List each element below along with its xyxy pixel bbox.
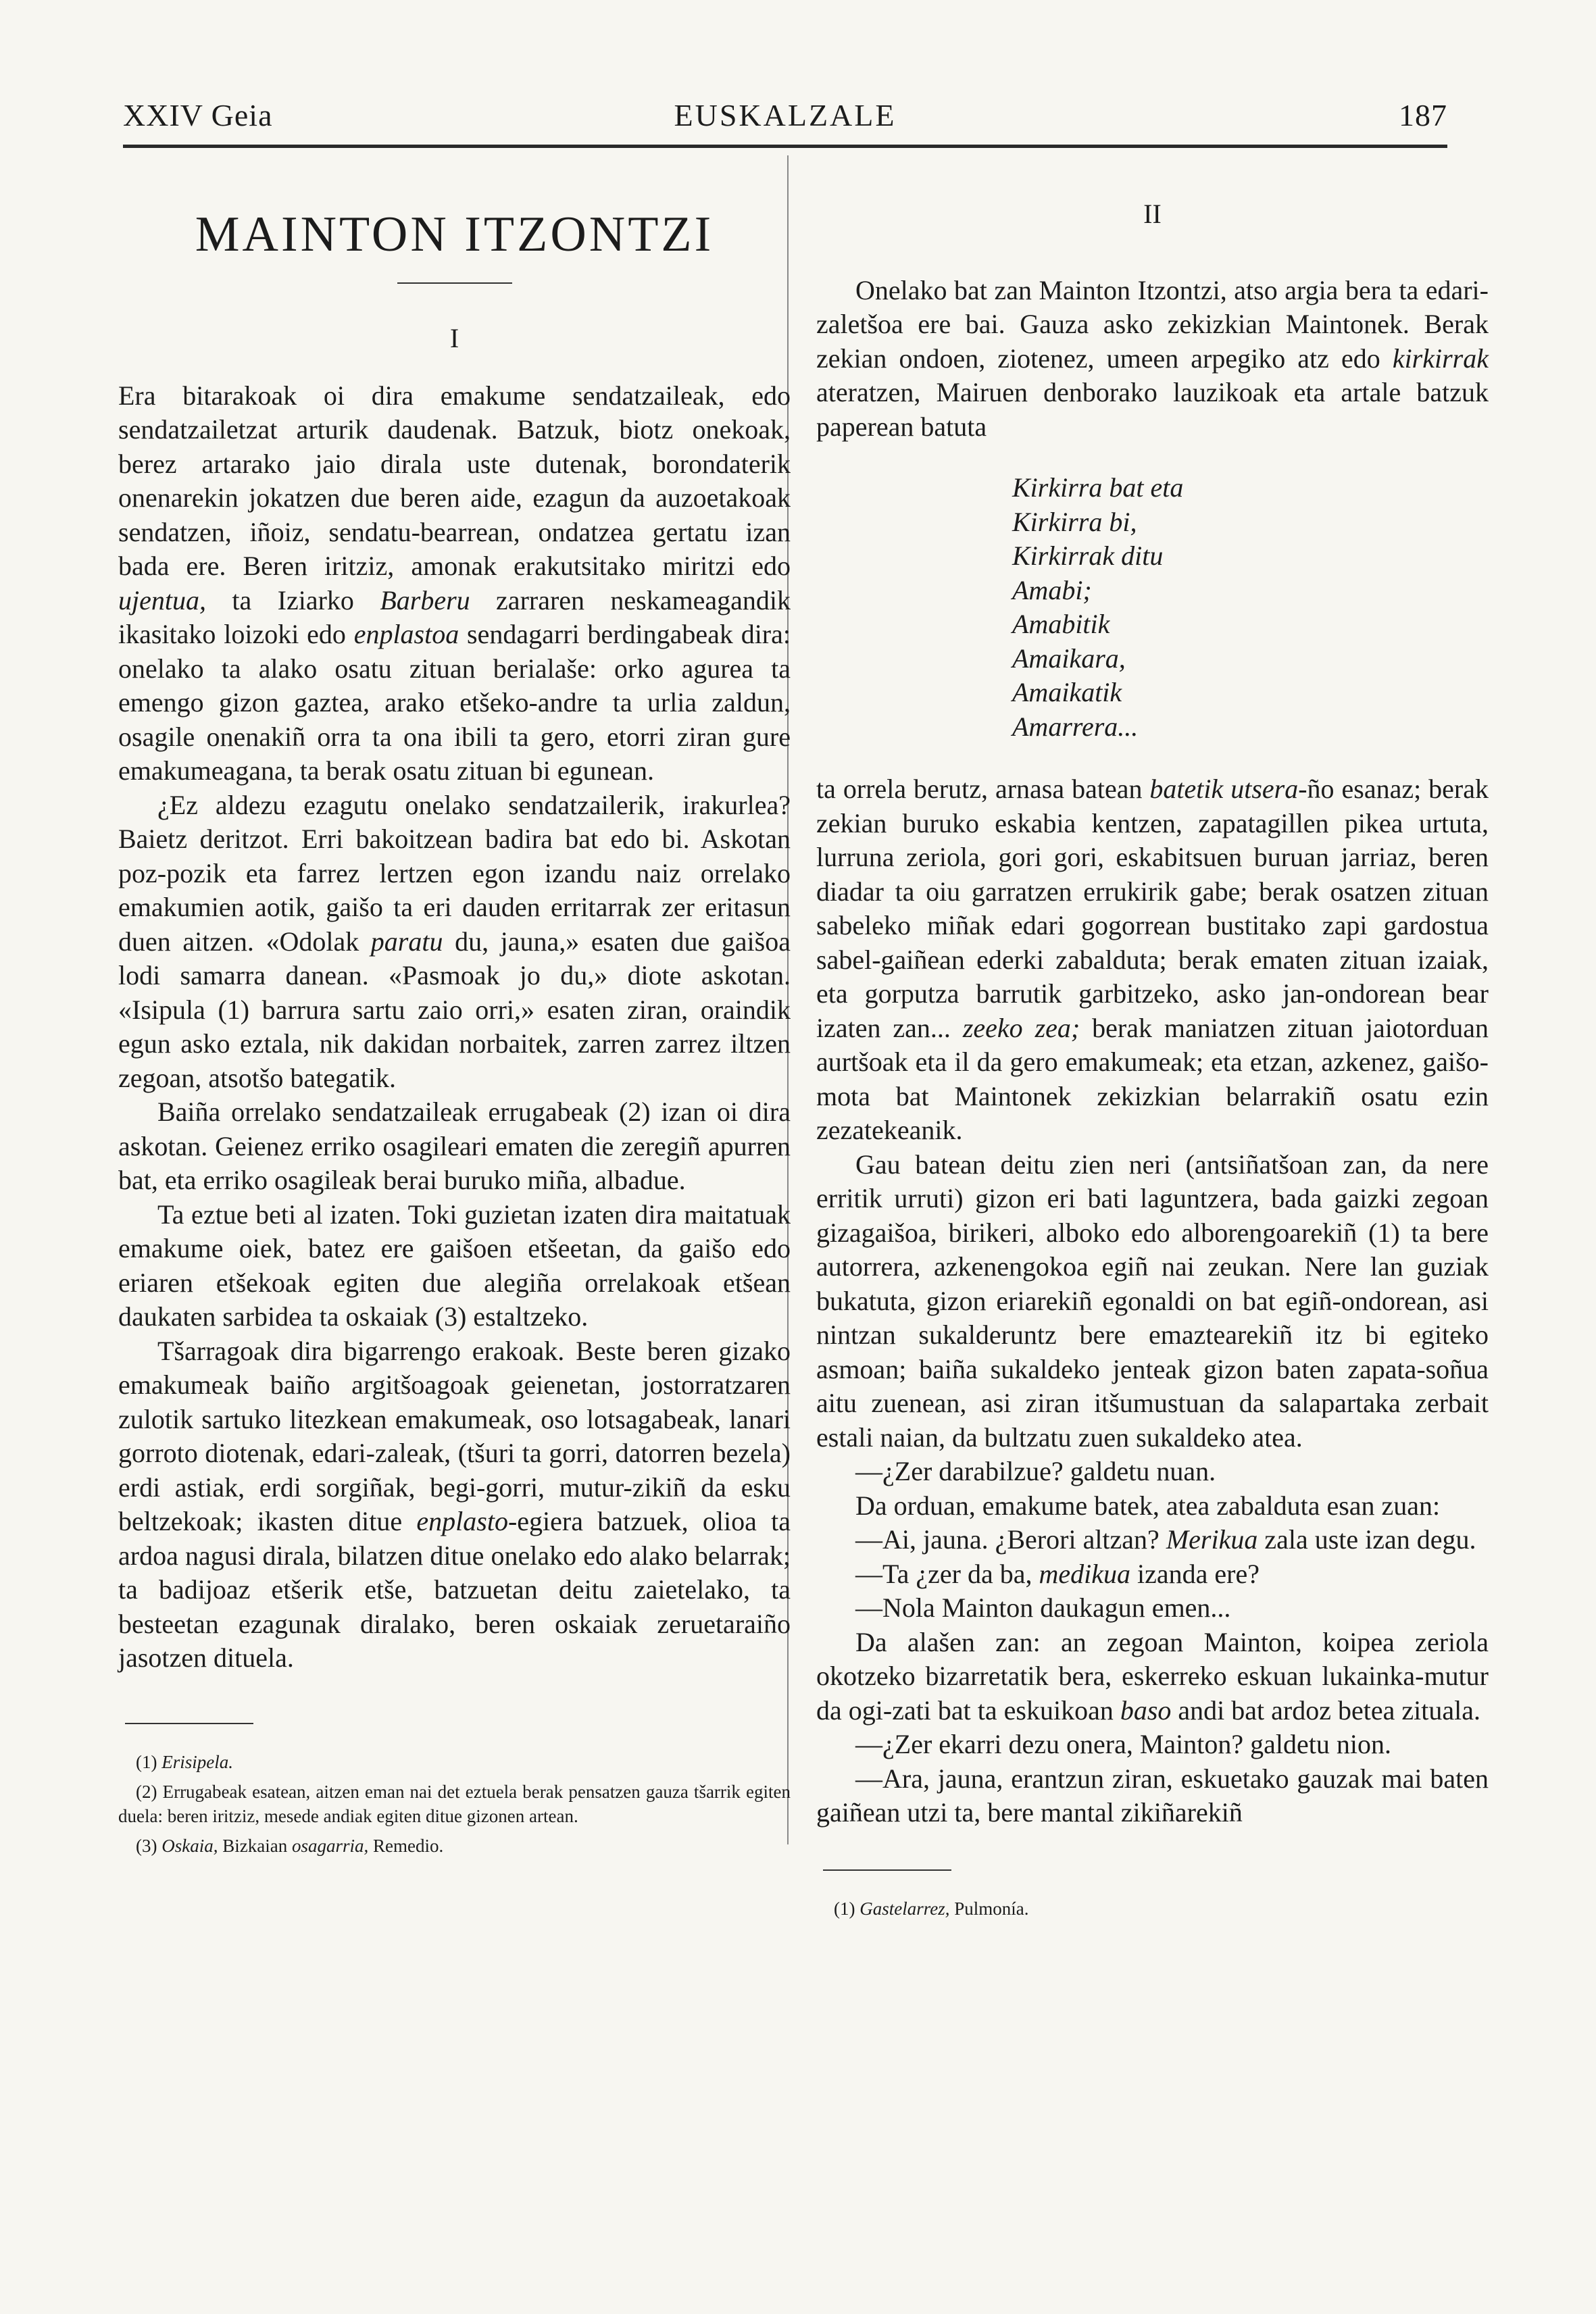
verse-line: Kirkirrak ditu — [1012, 540, 1164, 571]
italic-text: enplasto — [416, 1506, 508, 1536]
italic-text: batetik utsera — [1149, 774, 1299, 804]
left-column — [118, 177, 791, 1863]
text-run: -egiera batzuek, olioa ta ardoa nagusi dirala, bilatzen ditue onelako edo alako belarrak; ta badijoaz etšerik etše, batzuetan deitu zaietelako, ta besteetan ezagunak diralako, beren oskaiak zeruetaraiño jasotzen dituela. — [118, 1506, 791, 1673]
text-run: Remedio. — [368, 1835, 444, 1856]
paragraph — [118, 1095, 791, 1198]
text-run: Bizkaian — [218, 1835, 292, 1856]
paragraph — [816, 772, 1489, 1148]
paragraph — [816, 1591, 1489, 1626]
footnote — [118, 1780, 791, 1828]
journal-title: EUSKALZALE — [674, 98, 897, 132]
text-run: (3) — [136, 1835, 162, 1856]
page-number: 187 — [1399, 98, 1447, 132]
text-run: berak maniatzen zituan jaiotorduan aurtšoak eta il da gero emakumeak; eta etzan, azkenez, gaišo-mota bat Maintonek zekizkian belarrakiñ osatu ezin zezatekeanik. — [816, 1012, 1489, 1145]
italic-text: Gastelarrez, — [859, 1898, 950, 1919]
text-run: Ta eztue beti al izaten. Toki guzietan izaten dira maitatuak emakume oiek, batez ere gaišoen etšeetan, da gaišo edo eriaren etšekoak egiten due alegiña orrelakoak etšean daukaten sarbidea ta oskaiak (3) estaltzeko. — [118, 1199, 791, 1332]
right-column — [816, 177, 1489, 1926]
italic-text: osagarria, — [291, 1835, 369, 1856]
footnotes — [816, 1896, 1489, 1921]
section-number-1: I — [449, 323, 459, 353]
paragraph — [816, 274, 1489, 445]
text-run: andi bat ardoz betea zituala. — [1171, 1694, 1480, 1726]
header-rule — [123, 145, 1447, 148]
text-run: (2) Errugabeak esatean, aitzen eman nai det eztuela berak pensatzen gauza tšarrik egiten duela: beren iritziz, mesede andiak egiten ditue gizonen artean. — [118, 1781, 791, 1826]
italic-text: Barberu — [380, 584, 470, 615]
text-run: du, jauna,» esaten due gaišoa lodi samarra danean. «Pasmoak jo du,» diote askotan. «Isipula (1) barrura sartu zaio orri,» esaten ziran, oraindik egun asko eztala, nik dakidan norbaitek, zarren zarrez iltzen zegoan, atsotšo bategatik. — [118, 926, 791, 1093]
text-run: ¿Ez aldezu ezagutu onelako sendatzailerik, irakurlea? Baietz deritzot. Erri bakoitzean badira bat edo bi. Askotan poz-pozik eta farrez lertzen egon izandu naiz orrelako emakumien aotik, gaišo ta eri dauden erritarrak zer eritasun duen aitzen. «Odolak — [118, 789, 791, 957]
verse-line: Kirkirra bi, — [1012, 506, 1137, 537]
text-run: sendagarri berdingabeak dira: onelako ta alako osatu zituan berialaše: orko agurea ta emengo gizon gaztea, arako etšeko-andre ta urlia zaldun, osagile onenakiñ orra ta ona ibili ta gero, etorri ziran gure emakumeagana, ta berak osatu zituan bi egunean. — [118, 619, 791, 786]
text-run: —¿Zer darabilzue? galdetu nuan. — [855, 1456, 1216, 1486]
text-run: Tšarragoak dira bigarrengo erakoak. Beste beren gizako emakumeak baiño argitšoagoak geienetan, jostorratzaren zulotik sartuko litezkean emakumeak, oso lotsagabeak, lanari gorroto diotenak, edari-zaleak, (tšuri ta gorri, datorren bezela) erdi astiak, erdi sorgiñak, begi-gorri, mutur-zikiñ da esku beltzekoak; ikasten ditue — [118, 1335, 791, 1536]
text-run: zala uste izan degu. — [1257, 1524, 1476, 1555]
paragraph — [118, 1334, 791, 1676]
footnote — [118, 1750, 791, 1774]
paragraph — [816, 1148, 1489, 1455]
text-run: ateratzen, Mairuen denborako lauzikoak eta artale batzuk paperean batuta — [816, 377, 1489, 442]
text-run: (1) — [834, 1898, 860, 1919]
footnote-rule — [823, 1869, 951, 1871]
paragraph — [816, 1626, 1489, 1728]
text-run: Pulmonía. — [949, 1898, 1029, 1919]
footnote-rule — [125, 1723, 253, 1724]
italic-text: baso — [1120, 1694, 1172, 1726]
italic-text: ujentua, — [118, 584, 206, 615]
verse-line: Amaikatik — [1012, 677, 1122, 707]
text-run: Da orduan, emakume batek, atea zabalduta esan zuan: — [855, 1490, 1441, 1521]
paragraph — [816, 1557, 1489, 1592]
text-run: Baiña orrelako sendatzaileak errugabeak (2) izan oi dira askotan. Geienez erriko osagileari ematen die zeregiñ apurren bat, eta erriko osagileak berai buruko miña, albadue. — [118, 1097, 791, 1195]
italic-text: kirkirrak — [1392, 343, 1489, 374]
paragraph — [118, 788, 791, 1096]
text-run: —Ai, jauna. ¿Berori altzan? — [855, 1524, 1166, 1555]
paragraph — [816, 1455, 1489, 1489]
italic-text: Erisipela. — [161, 1751, 233, 1772]
text-run: zarraren neskameagandik ikasitako loizoki edo — [118, 584, 791, 649]
verse-line: Amaikara, — [1012, 643, 1126, 674]
italic-text: paratu — [370, 926, 443, 957]
italic-text: zeeko zea; — [962, 1012, 1080, 1043]
italic-text: medikua — [1039, 1558, 1130, 1589]
italic-text: Oskaia, — [161, 1835, 218, 1856]
text-run: Gau batean deitu zien neri (antsiñatšoan zan, da nere erritik urruti) gizon eri bati laguntzera, bada gaizki zegoan gizagaišoa, birikeri, alboko edo alborengoarekiñ (1) ta bere autorrera, azkenengokoa egiñ nai zeukan. Nere lan guziak bukatuta, gizon eriarekiñ egonaldi on bat egiñ-ondorean, asi nintzan sukalderuntz bere emaztearekiñ itz bi egiteko asmoan; baiña sukaldeko jenteak gizon baten zapata-soñua aitu zuenean, asi ziran itšumustuan da salapartaka zerbait estali naian, da bultzatu zuen sukaldeko atea. — [816, 1149, 1489, 1453]
italic-text: Merikua — [1166, 1524, 1258, 1555]
footnotes — [118, 1750, 791, 1858]
section-number-2: II — [1143, 199, 1162, 229]
verse-line: Kirkirra bat eta — [1012, 472, 1184, 503]
verse-line: Amabitik — [1012, 609, 1110, 639]
verse — [816, 471, 1489, 744]
text-run: -ño esanaz; berak zekian buruko eskabia kentzen, zapatagillen pikea urtuta, lurruna zeriola, gori gori, eskabitsuen buruan jarriaz, beren diadar ta oiu garratzen errukirik gabe; berak osatzen zituan sabeleko miñak edari gogorrean bustitako zapi gardostua sabel-gaiñean ederki zabalduta; berak ematen zituan izaiak, eta gorputza barrutik garbitzeko, asko jan-ondorean bear izaten zan... — [816, 774, 1489, 1043]
text-run: Era bitarakoak oi dira emakume sendatzaileak, edo sendatzailetzat arturik daudenak. Batzuk, biotz onekoak, berez artarako jaio dirala uste dutenak, borondaterik onenarekin jokatzen due beren aide, ezagun da auzoetakoak sendatzen, iñoiz, sendatu-bearrean, ondatzea gertatu izan bada ere. Beren iritziz, amonak erakutsitako miritzi edo — [118, 380, 791, 581]
text-run: ta orrela berutz, arnasa batean — [816, 774, 1150, 804]
text-run: Da alašen zan: an zegoan Mainton, koipea zeriola okotzeko bizarretatik bera, eskerreko eskuan lukainka-mutur da ogi-zati bat ta eskuikoan — [816, 1626, 1489, 1726]
footnote — [816, 1896, 1489, 1921]
italic-text: enplastoa — [353, 619, 459, 649]
volume-label: XXIV Geia — [123, 98, 273, 132]
text-run: (1) — [136, 1751, 162, 1772]
article-title: MAINTON ITZONTZI — [195, 207, 714, 262]
text-run: —Nola Mainton daukagun emen... — [855, 1592, 1231, 1623]
text-run: ta Iziarko — [205, 584, 380, 615]
text-run: Onelako bat zan Mainton Itzontzi, atso argia bera ta edari-zaletšoa ere bai. Gauza asko zekizkian Maintonek. Berak zekian ondoen, ziotenez, umeen arpegiko atz edo — [816, 274, 1489, 374]
text-run: izanda ere? — [1130, 1558, 1260, 1589]
paragraph — [816, 1728, 1489, 1762]
paragraph — [816, 1762, 1489, 1830]
verse-line: Amarrera... — [1012, 711, 1139, 742]
paragraph — [816, 1523, 1489, 1557]
title-rule — [397, 282, 512, 284]
text-run: —Ara, jauna, erantzun ziran, eskuetako gauzak mai baten gaiñean utzi ta, bere mantal zikiñarekiñ — [816, 1763, 1489, 1828]
text-run: —Ta ¿zer da ba, — [855, 1558, 1039, 1589]
running-head — [123, 91, 1447, 131]
paragraph — [816, 1489, 1489, 1524]
verse-line: Amabi; — [1012, 574, 1092, 605]
text-run: —¿Zer ekarri dezu onera, Mainton? galdetu nion. — [855, 1729, 1392, 1759]
paragraph — [118, 1198, 791, 1334]
paragraph — [118, 379, 791, 788]
footnote — [118, 1834, 791, 1858]
